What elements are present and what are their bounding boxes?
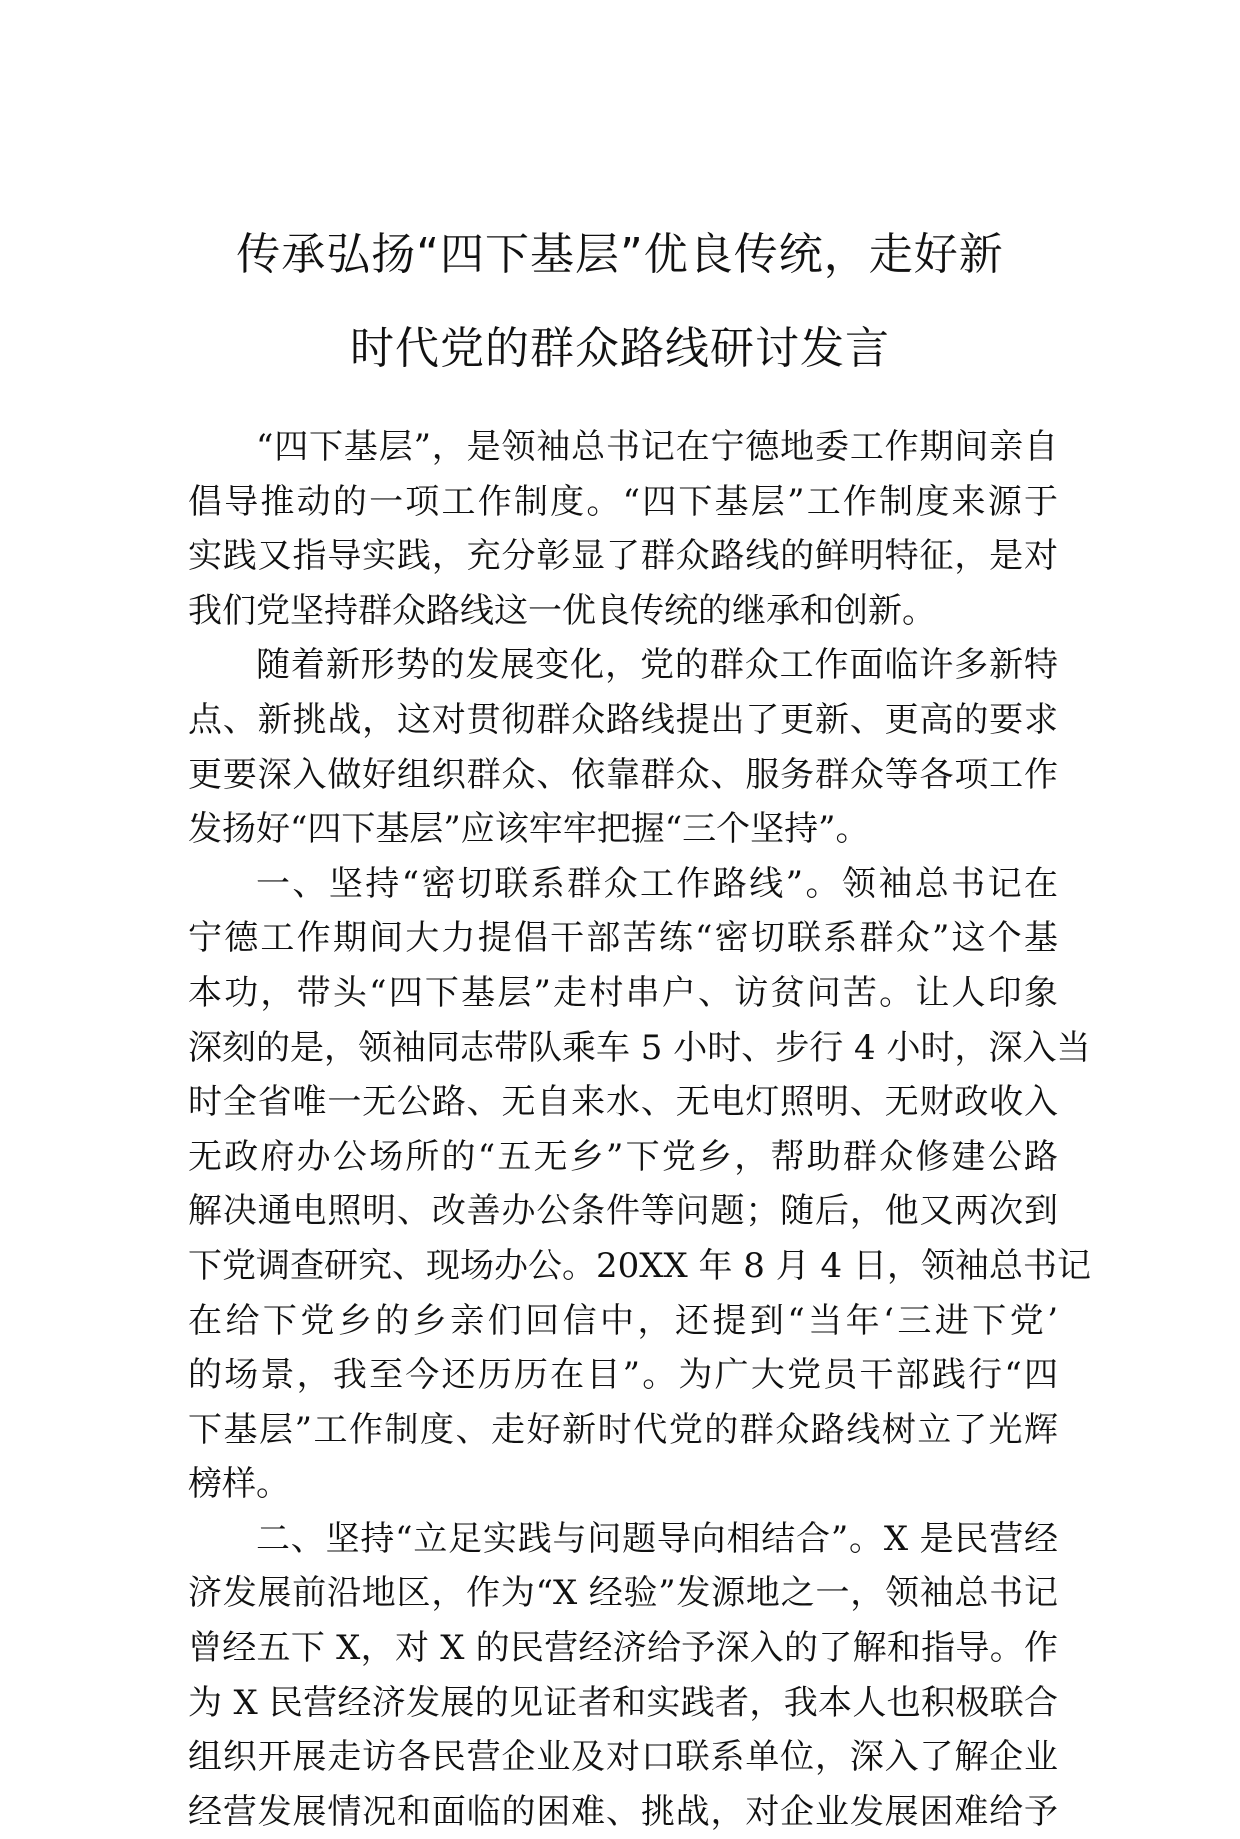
title-line-1: 传承弘扬“四下基层”优良传统，走好新 — [236, 229, 1004, 280]
body-line: 发扬好“四下基层”应该牢牢把握“三个坚持”。 — [188, 809, 870, 850]
body-line: 我们党坚持群众路线这一优良传统的继承和创新。 — [188, 590, 936, 631]
body-line: 下党调查研究、现场办公。20XX 年 8 月 4 日，领袖总书记 — [188, 1245, 1091, 1286]
paragraph-2 — [188, 638, 1058, 856]
body-line: 组织开展走访各民营企业及对口联系单位，深入了解企业 — [188, 1737, 1058, 1778]
body-line: 为 X 民营经济发展的见证者和实践者，我本人也积极联合 — [188, 1682, 1058, 1723]
body-line: 经营发展情况和面临的困难、挑战，对企业发展困难给予 — [188, 1791, 1058, 1832]
body-line: 随着新形势的发展变化，党的群众工作面临许多新特 — [256, 645, 1058, 686]
document-body — [188, 420, 1091, 1839]
body-line: 倡导推动的一项工作制度。“四下基层”工作制度来源于 — [188, 481, 1058, 522]
body-line: 点、新挑战，这对贯彻群众路线提出了更新、更高的要求 — [188, 699, 1058, 740]
body-line: 解决通电照明、改善办公条件等问题；随后，他又两次到 — [188, 1191, 1058, 1232]
body-line: 本功，带头“四下基层”走村串户、访贫问苦。让人印象 — [188, 972, 1058, 1013]
title-line-2: 时代党的群众路线研讨发言 — [350, 323, 890, 374]
body-line: 下基层”工作制度、走好新时代党的群众路线树立了光辉 — [188, 1409, 1058, 1450]
document-title — [150, 208, 1090, 396]
body-line: 济发展前沿地区，作为“X 经验”发源地之一，领袖总书记 — [188, 1573, 1058, 1614]
body-line: “四下基层”，是领袖总书记在宁德地委工作期间亲自 — [256, 427, 1058, 467]
body-line: 二、坚持“立足实践与问题导向相结合”。X 是民营经 — [256, 1518, 1058, 1559]
body-line: 曾经五下 X，对 X 的民营经济给予深入的了解和指导。作 — [188, 1628, 1058, 1669]
body-line: 深刻的是，领袖同志带队乘车 5 小时、步行 4 小时，深入当 — [188, 1027, 1091, 1068]
body-line: 榜样。 — [188, 1464, 290, 1505]
paragraph-4 — [188, 1512, 1058, 1839]
body-line: 更要深入做好组织群众、依靠群众、服务群众等各项工作 — [188, 754, 1058, 795]
paragraph-3 — [188, 857, 1091, 1512]
body-line: 在给下党乡的乡亲们回信中，还提到“当年‘三进下党’ — [188, 1300, 1058, 1341]
body-line: 无政府办公场所的“五无乡”下党乡，帮助群众修建公路 — [188, 1136, 1058, 1177]
paragraph-1 — [188, 420, 1058, 638]
body-line: 一、坚持“密切联系群众工作路线”。领袖总书记在 — [256, 863, 1058, 904]
body-line: 实践又指导实践，充分彰显了群众路线的鲜明特征，是对 — [188, 536, 1058, 577]
body-line: 的场景，我至今还历历在目”。为广大党员干部践行“四 — [188, 1355, 1058, 1396]
body-line: 宁德工作期间大力提倡干部苦练“密切联系群众”这个基 — [188, 918, 1058, 959]
body-line: 时全省唯一无公路、无自来水、无电灯照明、无财政收入 — [188, 1082, 1058, 1123]
